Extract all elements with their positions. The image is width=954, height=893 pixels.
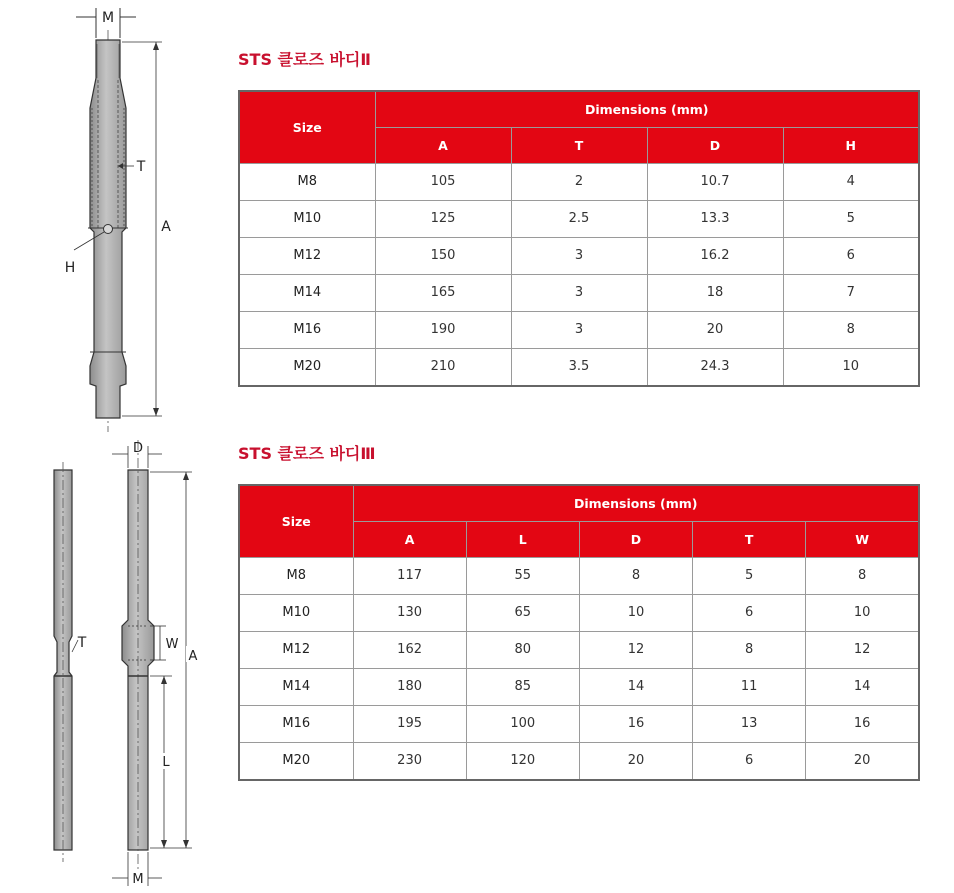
header-col-t: T bbox=[511, 127, 647, 163]
header-col-a: A bbox=[375, 127, 511, 163]
value-cell: 230 bbox=[353, 742, 466, 780]
size-cell: M14 bbox=[239, 274, 375, 311]
side-view bbox=[54, 462, 87, 862]
spec-table-close-body-2 bbox=[238, 90, 920, 387]
value-cell: 165 bbox=[375, 274, 511, 311]
dim-w-label: W bbox=[165, 637, 179, 652]
table-row bbox=[239, 705, 919, 742]
size-cell: M12 bbox=[239, 237, 375, 274]
dim-m-label: M bbox=[101, 10, 115, 26]
table-row bbox=[239, 311, 919, 348]
value-cell: 6 bbox=[693, 594, 806, 631]
value-cell: 3 bbox=[511, 311, 647, 348]
header-col-t: T bbox=[693, 521, 806, 557]
value-cell: 11 bbox=[693, 668, 806, 705]
table-row bbox=[239, 742, 919, 780]
value-cell: 3.5 bbox=[511, 348, 647, 386]
value-cell: 14 bbox=[579, 668, 692, 705]
dim-t-label-2: T bbox=[77, 635, 87, 651]
dim-l-label: L bbox=[162, 755, 170, 770]
value-cell: 8 bbox=[693, 631, 806, 668]
value-cell: 4 bbox=[783, 163, 919, 200]
header-col-d: D bbox=[579, 521, 692, 557]
value-cell: 100 bbox=[466, 705, 579, 742]
table-row bbox=[239, 200, 919, 237]
value-cell: 190 bbox=[375, 311, 511, 348]
size-cell: M16 bbox=[239, 705, 353, 742]
value-cell: 10 bbox=[579, 594, 692, 631]
header-col-a: A bbox=[353, 521, 466, 557]
value-cell: 55 bbox=[466, 557, 579, 594]
value-cell: 20 bbox=[647, 311, 783, 348]
section-title-close-body-3: STS 클로즈 바디Ⅲ bbox=[238, 444, 376, 463]
close-body-3-drawing bbox=[54, 440, 200, 887]
value-cell: 7 bbox=[783, 274, 919, 311]
dim-a-label-2: A bbox=[188, 649, 198, 664]
close-body-2-drawing bbox=[65, 8, 172, 432]
value-cell: 117 bbox=[353, 557, 466, 594]
value-cell: 10 bbox=[806, 594, 919, 631]
value-cell: 130 bbox=[353, 594, 466, 631]
value-cell: 24.3 bbox=[647, 348, 783, 386]
value-cell: 8 bbox=[806, 557, 919, 594]
size-cell: M16 bbox=[239, 311, 375, 348]
value-cell: 2.5 bbox=[511, 200, 647, 237]
value-cell: 85 bbox=[466, 668, 579, 705]
header-dimensions: Dimensions (mm) bbox=[353, 485, 919, 521]
header-size: Size bbox=[239, 91, 375, 163]
header-col-w: W bbox=[806, 521, 919, 557]
value-cell: 125 bbox=[375, 200, 511, 237]
table-row bbox=[239, 163, 919, 200]
dim-m-label-2: M bbox=[132, 872, 144, 887]
value-cell: 18 bbox=[647, 274, 783, 311]
size-cell: M10 bbox=[239, 594, 353, 631]
value-cell: 65 bbox=[466, 594, 579, 631]
value-cell: 6 bbox=[783, 237, 919, 274]
value-cell: 6 bbox=[693, 742, 806, 780]
value-cell: 10 bbox=[783, 348, 919, 386]
value-cell: 16.2 bbox=[647, 237, 783, 274]
front-view bbox=[112, 440, 200, 887]
value-cell: 13.3 bbox=[647, 200, 783, 237]
value-cell: 210 bbox=[375, 348, 511, 386]
value-cell: 105 bbox=[375, 163, 511, 200]
value-cell: 5 bbox=[783, 200, 919, 237]
size-cell: M10 bbox=[239, 200, 375, 237]
size-cell: M14 bbox=[239, 668, 353, 705]
section-title-close-body-2: STS 클로즈 바디Ⅱ bbox=[238, 50, 371, 69]
value-cell: 180 bbox=[353, 668, 466, 705]
value-cell: 3 bbox=[511, 274, 647, 311]
table-row bbox=[239, 274, 919, 311]
value-cell: 150 bbox=[375, 237, 511, 274]
header-col-l: L bbox=[466, 521, 579, 557]
value-cell: 12 bbox=[806, 631, 919, 668]
size-cell: M20 bbox=[239, 348, 375, 386]
value-cell: 20 bbox=[806, 742, 919, 780]
value-cell: 10.7 bbox=[647, 163, 783, 200]
value-cell: 195 bbox=[353, 705, 466, 742]
table-row bbox=[239, 594, 919, 631]
size-cell: M8 bbox=[239, 163, 375, 200]
spec-table-close-body-3 bbox=[238, 484, 920, 781]
size-cell: M8 bbox=[239, 557, 353, 594]
value-cell: 20 bbox=[579, 742, 692, 780]
table-row bbox=[239, 237, 919, 274]
dim-d-label: D bbox=[132, 441, 144, 456]
header-dimensions: Dimensions (mm) bbox=[375, 91, 919, 127]
dim-a-label: A bbox=[161, 219, 171, 235]
value-cell: 8 bbox=[579, 557, 692, 594]
table-row bbox=[239, 668, 919, 705]
value-cell: 16 bbox=[806, 705, 919, 742]
value-cell: 8 bbox=[783, 311, 919, 348]
table-row bbox=[239, 631, 919, 668]
size-cell: M12 bbox=[239, 631, 353, 668]
table-row bbox=[239, 557, 919, 594]
value-cell: 13 bbox=[693, 705, 806, 742]
value-cell: 12 bbox=[579, 631, 692, 668]
table-row bbox=[239, 348, 919, 386]
value-cell: 2 bbox=[511, 163, 647, 200]
header-col-d: D bbox=[647, 127, 783, 163]
value-cell: 14 bbox=[806, 668, 919, 705]
value-cell: 5 bbox=[693, 557, 806, 594]
dim-t-label: T bbox=[136, 159, 146, 175]
value-cell: 3 bbox=[511, 237, 647, 274]
value-cell: 120 bbox=[466, 742, 579, 780]
value-cell: 80 bbox=[466, 631, 579, 668]
size-cell: M20 bbox=[239, 742, 353, 780]
value-cell: 16 bbox=[579, 705, 692, 742]
header-col-h: H bbox=[783, 127, 919, 163]
dim-h-label: H bbox=[64, 260, 76, 276]
header-size: Size bbox=[239, 485, 353, 557]
value-cell: 162 bbox=[353, 631, 466, 668]
